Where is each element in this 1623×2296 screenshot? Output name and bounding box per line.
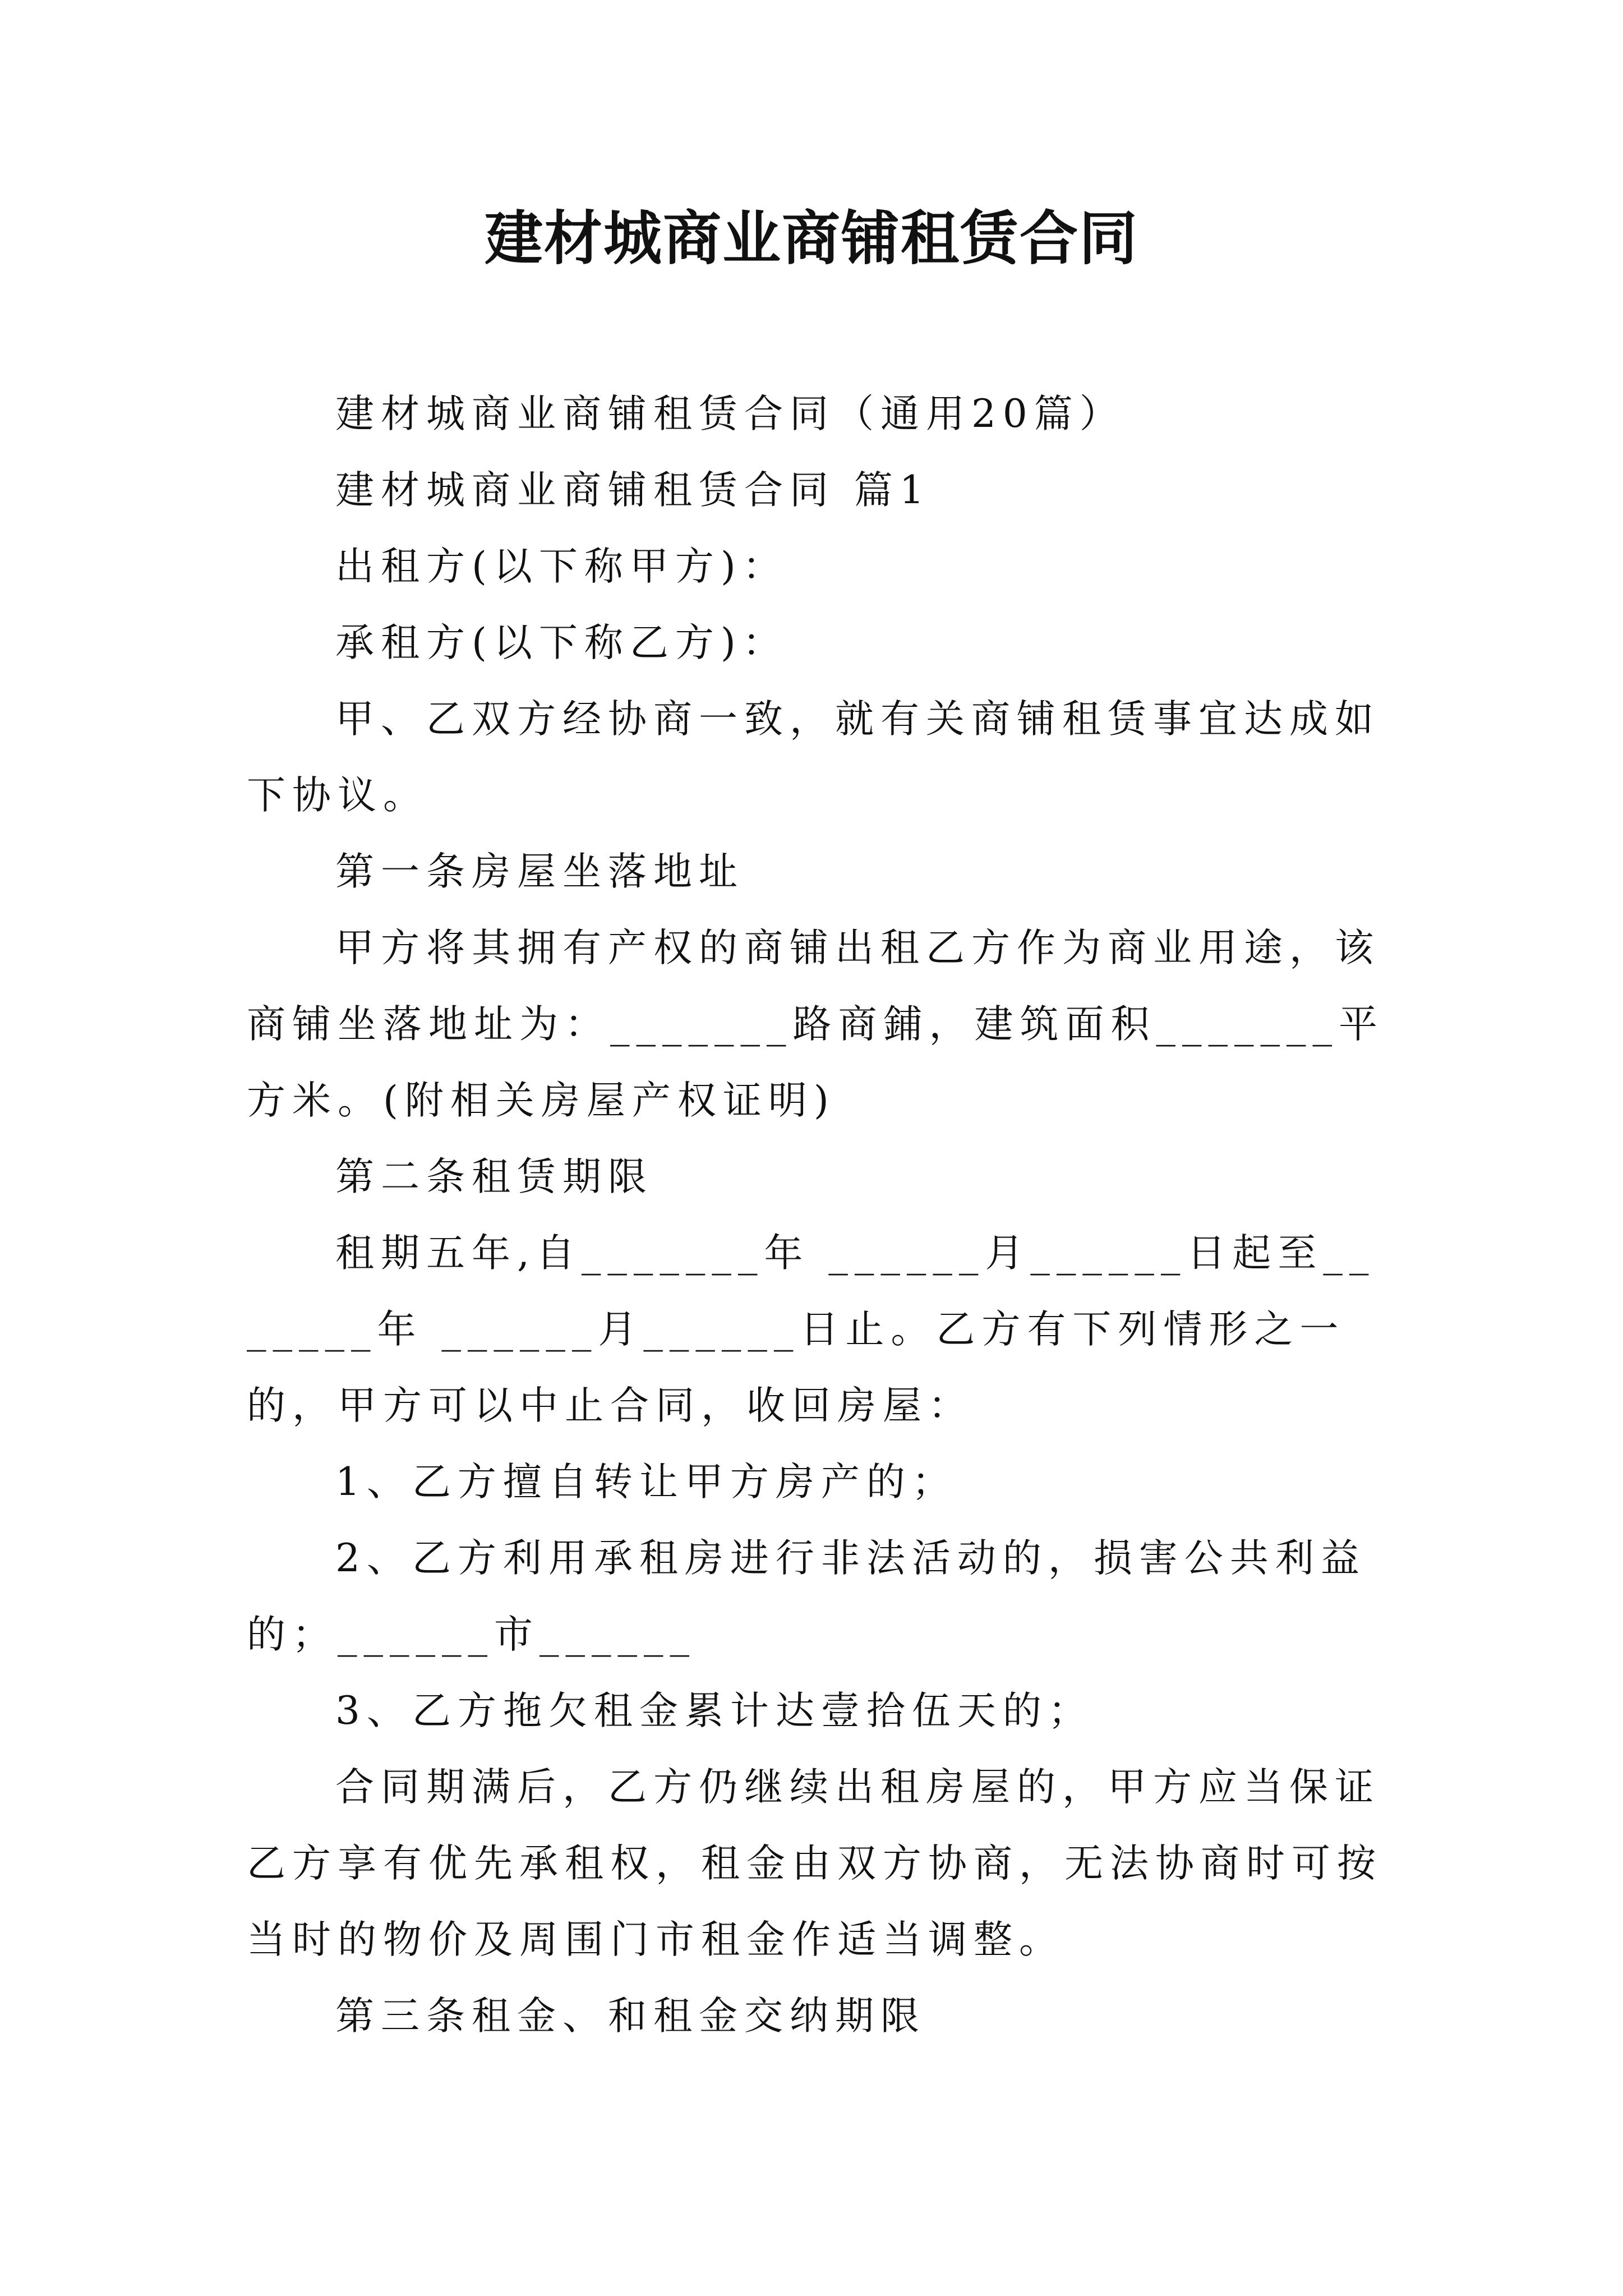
paragraph-subtitle: 建材城商业商铺租赁合同（通用20篇） (335, 392, 1125, 436)
article-2-heading: 第二条租赁期限 (335, 1154, 653, 1199)
list-item-3: 3、乙方拖欠租金累计达壹拾伍天的； (335, 1688, 1094, 1733)
paragraph-renewal: 合同期满后，乙方仍继续出租房屋的，甲方应当保证乙方享有优先承租权，租金由双方协商，无法协商时可按当时的物价及周围门市租金作适当调整。 (247, 1765, 1382, 1962)
article-3-heading: 第三条租金、和租金交纳期限 (335, 1994, 926, 2039)
document-title: 建材城商业商铺租赁合同 (484, 204, 1138, 273)
paragraph-agreement: 甲、乙双方经协商一致，就有关商铺租赁事宜达成如下协议。 (247, 697, 1380, 818)
article-2-body: 租期五年,自_______年 ______月______日起至_______年 ______月______日止。乙方有下列情形之一的，甲方可以中止合同，收回房屋： (247, 1231, 1376, 1428)
article-1-body: 甲方将其拥有产权的商铺出租乙方作为商业用途，该商铺坐落地址为：_______路商鋪，建筑面积_______平方米。(附相关房屋产权证明) (247, 926, 1384, 1123)
list-item-2: 2、乙方利用承租房进行非法活动的，损害公共利益的；______市______ (247, 1536, 1366, 1657)
document-body (247, 376, 1385, 2054)
paragraph-lessee: 承租方(以下称乙方)： (335, 620, 788, 665)
article-1-heading: 第一条房屋坐落地址 (335, 849, 744, 894)
list-item-1: 1、乙方擅自转让甲方房产的； (335, 1460, 957, 1504)
paragraph-part-heading: 建材城商业商铺租赁合同 篇1 (335, 468, 931, 513)
paragraph-lessor: 出租方(以下称甲方)： (335, 544, 788, 589)
